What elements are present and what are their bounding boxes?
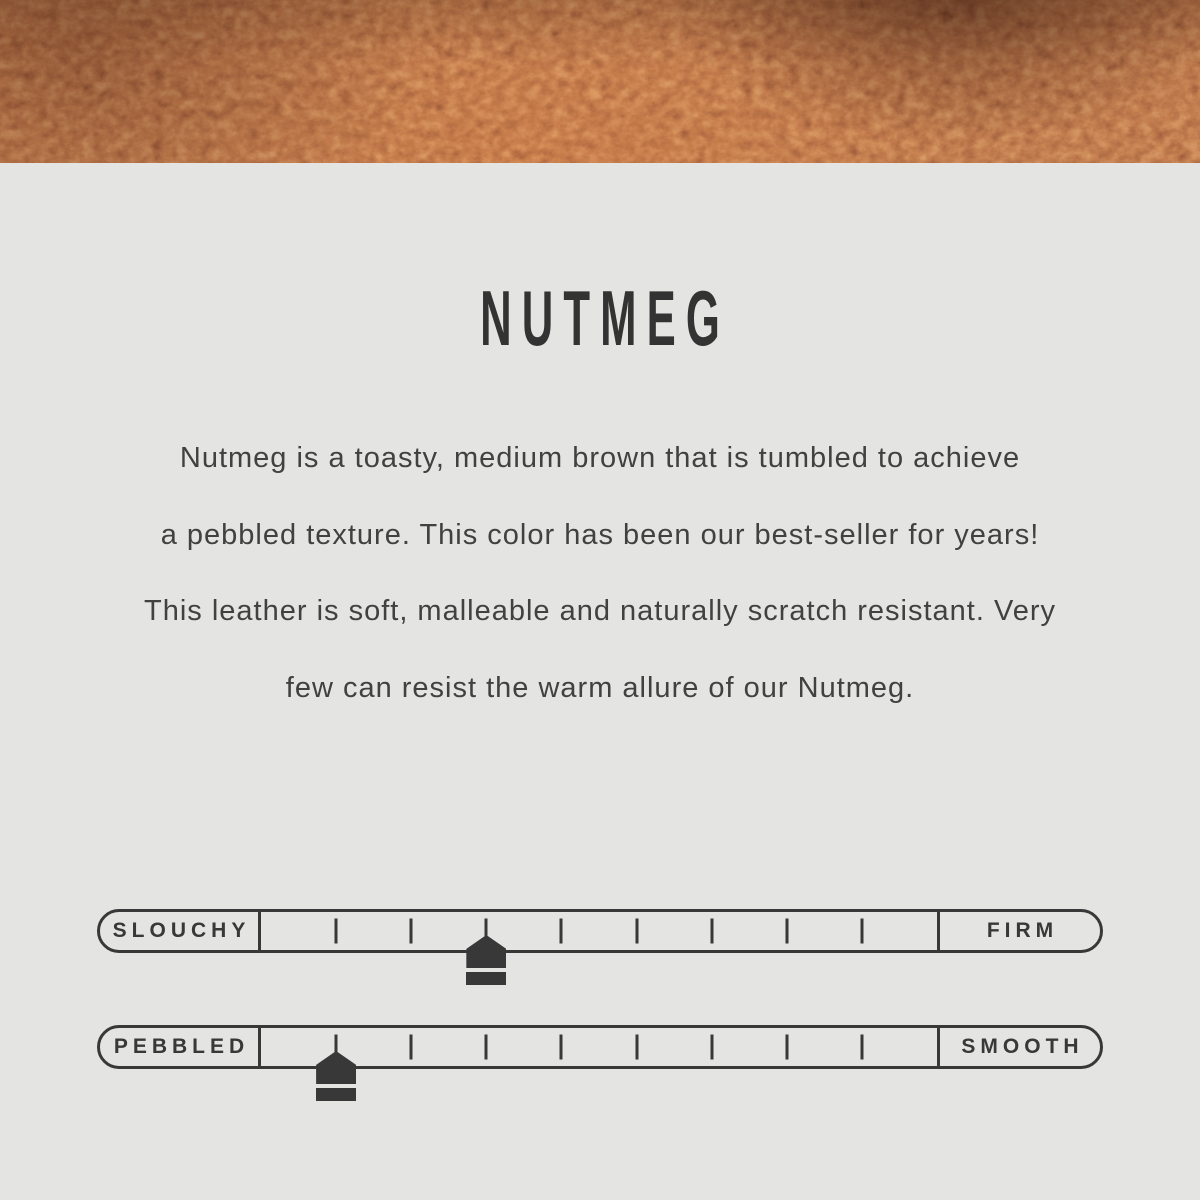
tick-mark [785,1035,788,1060]
tick-mark [410,1035,413,1060]
slider-texture-left-label: PEBBLED [113,1035,250,1058]
tick-mark [860,1035,863,1060]
marker-bar-icon [466,972,506,985]
description-paragraph [0,420,1200,726]
slider-texture-right-label: SMOOTH [961,1035,1084,1058]
tick-mark [785,919,788,944]
slider-firmness-scale [97,909,1103,953]
description-line-4: few can resist the warm allure of our Nutmeg. [285,671,915,704]
marker-head-icon [466,935,506,968]
slider-firmness-left-label: SLOUCHY [112,919,251,942]
slider-texture-track [258,1028,940,1066]
tick-mark [560,919,563,944]
leather-texture-photo [0,0,1200,163]
tick-mark [335,919,338,944]
marker-head-icon [316,1051,356,1084]
page-title-text: NUTMEG [480,274,730,362]
description-line-2: a pebbled texture. This color has been our best-seller for years! [160,518,1040,551]
slider-texture-marker [316,1051,356,1101]
tick-mark [860,919,863,944]
tick-mark [710,1035,713,1060]
slider-firmness-marker [466,935,506,985]
description-line-1: Nutmeg is a toasty, medium brown that is tumbled to achieve [179,442,1021,474]
leather-shading-overlay [0,0,1200,163]
tick-mark [560,1035,563,1060]
tick-mark [635,919,638,944]
page-title [0,274,1200,362]
tick-mark [710,919,713,944]
description-line-3: This leather is soft, malleable and naturally scratch resistant. Very [144,595,1056,627]
tick-mark [635,1035,638,1060]
slider-firmness-track [258,912,940,950]
tick-mark [410,919,413,944]
tick-mark [485,1035,488,1060]
slider-firmness-right-label: FIRM [986,919,1059,942]
slider-texture-scale [97,1025,1103,1069]
marker-bar-icon [316,1088,356,1101]
